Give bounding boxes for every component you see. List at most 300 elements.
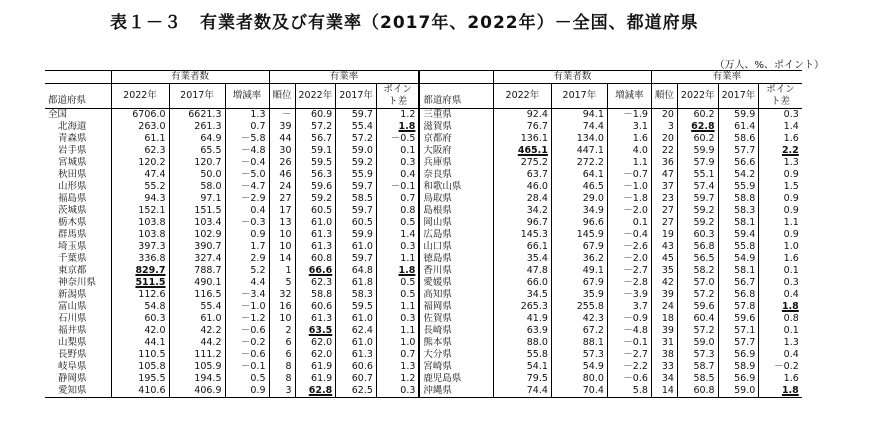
w17-value: 151.5: [194, 205, 222, 216]
right-name-cell: [419, 121, 493, 133]
left-w22-cell: [111, 133, 169, 145]
name-value: 奈良県: [423, 169, 452, 180]
r17-value: 59.5: [351, 301, 373, 312]
w22-value: 44.1: [144, 337, 166, 348]
left-rank-cell: [269, 193, 295, 205]
rank-value: 6: [285, 349, 292, 360]
left-w17-cell: [169, 337, 225, 349]
left-pt-cell: [376, 145, 419, 157]
left-r17-cell: [336, 193, 377, 205]
right-name-cell: [419, 313, 493, 325]
left-r22-cell: [295, 349, 336, 361]
left-pt-cell: [376, 157, 419, 169]
right-rank-cell: [651, 385, 677, 398]
left-pt-cell: [376, 373, 419, 385]
right-r17-cell: [718, 325, 759, 337]
name-value: 青森県: [58, 133, 87, 144]
name-value: 神奈川県: [58, 277, 97, 288]
right-pt-cell: [759, 193, 802, 205]
name-value: 富山県: [58, 301, 87, 312]
right-chg-cell: [607, 373, 651, 385]
left-r22-cell: [295, 133, 336, 145]
right-pt-cell: [759, 265, 802, 277]
right-w22-cell: [493, 385, 551, 398]
w22-value: 34.5: [526, 289, 548, 300]
w22-value: 47.8: [526, 265, 548, 276]
right-rank-cell: [651, 289, 677, 301]
right-pt-cell: [759, 313, 802, 325]
name-value: 愛媛県: [423, 277, 452, 288]
left-w17-cell: [169, 205, 225, 217]
table-row: [45, 205, 802, 217]
w22-value: 94.3: [144, 193, 166, 204]
right-r17-cell: [718, 169, 759, 181]
pt-value: 0.3: [400, 385, 416, 396]
right-pt-cell: [759, 145, 802, 157]
right-chg-cell: [607, 181, 651, 193]
name-value: 全国: [48, 109, 68, 120]
name-value: 熊本県: [423, 337, 452, 348]
right-name-cell: [419, 385, 493, 398]
r22-value: 61.0: [311, 217, 333, 228]
r17-value: 61.4: [734, 121, 756, 132]
left-chg-cell: [225, 181, 269, 193]
chg-value: －0.7: [623, 169, 648, 180]
left-rank-cell: [269, 349, 295, 361]
right-r17-cell: [718, 313, 759, 325]
chg-value: －1.2: [240, 313, 266, 324]
left-name-cell: [45, 169, 111, 181]
header-r2022-right: 2022年: [677, 84, 718, 109]
name-value: 山口県: [423, 241, 452, 252]
right-pt-cell: [759, 169, 802, 181]
r17-value: 59.4: [734, 229, 756, 240]
name-value: 香川県: [423, 265, 452, 276]
name-value: 兵庫県: [423, 157, 452, 168]
right-w17-cell: [551, 145, 607, 157]
chg-value: －0.4: [623, 229, 648, 240]
right-w22-cell: [493, 253, 551, 265]
right-pt-cell: [759, 325, 802, 337]
chg-value: －2.7: [623, 349, 648, 360]
right-r17-cell: [718, 145, 759, 157]
left-pt-cell: [376, 217, 419, 229]
left-w17-cell: [169, 121, 225, 133]
w22-value: 76.7: [526, 121, 548, 132]
right-rank-cell: [651, 193, 677, 205]
left-rank-cell: [269, 373, 295, 385]
right-r22-cell: [677, 385, 718, 398]
left-w22-cell: [111, 325, 169, 337]
left-rank-cell: [269, 385, 295, 398]
right-rank-cell: [651, 205, 677, 217]
r22-value: 59.2: [693, 205, 715, 216]
pt-value: 1.6: [783, 133, 799, 144]
right-r17-cell: [718, 361, 759, 373]
left-r22-cell: [295, 301, 336, 313]
right-chg-cell: [607, 193, 651, 205]
r22-value: 60.4: [693, 313, 715, 324]
header-w2017-right: 2017年: [551, 84, 607, 109]
r22-value: 58.7: [693, 361, 715, 372]
left-r17-cell: [336, 169, 377, 181]
pt-value: 1.1: [400, 253, 416, 264]
right-rank-cell: [651, 301, 677, 313]
name-value: 秋田県: [58, 169, 87, 180]
r17-value: 59.7: [351, 181, 373, 192]
pt-value: 0.5: [400, 277, 416, 288]
right-chg-cell: [607, 337, 651, 349]
r22-value: 58.8: [311, 289, 333, 300]
left-w17-cell: [169, 193, 225, 205]
left-name-cell: [45, 265, 111, 277]
right-w17-cell: [551, 253, 607, 265]
left-r17-cell: [336, 349, 377, 361]
left-r17-cell: [336, 181, 377, 193]
right-r17-cell: [718, 157, 759, 169]
right-pt-cell: [759, 361, 802, 373]
left-chg-cell: [225, 253, 269, 265]
right-r17-cell: [718, 121, 759, 133]
pt-value: 1.5: [783, 181, 799, 192]
left-r22-cell: [295, 169, 336, 181]
r22-value: 61.3: [311, 313, 333, 324]
right-name-cell: [419, 169, 493, 181]
pt-value: 1.3: [783, 337, 799, 348]
left-chg-cell: [225, 217, 269, 229]
r22-value: 57.2: [311, 121, 333, 132]
w17-value: 145.9: [576, 229, 604, 240]
rank-value: 10: [279, 313, 292, 324]
pt-value: 0.9: [783, 205, 799, 216]
header-change-right: 増減率: [607, 84, 651, 109]
left-name-cell: [45, 193, 111, 205]
table-row: [45, 265, 802, 277]
left-r22-cell: [295, 253, 336, 265]
w17-value: 447.1: [576, 145, 604, 156]
right-chg-cell: [607, 109, 651, 122]
chg-value: －2.9: [240, 193, 266, 204]
pt-value: 0.3: [783, 277, 799, 288]
right-w22-cell: [493, 277, 551, 289]
left-r17-cell: [336, 229, 377, 241]
header-w2022-left: 2022年: [111, 84, 169, 109]
right-rank-cell: [651, 169, 677, 181]
right-chg-cell: [607, 361, 651, 373]
pt-value: 1.6: [783, 253, 799, 264]
name-value: 長野県: [58, 349, 87, 360]
left-r22-cell: [295, 121, 336, 133]
r17-value: 59.7: [351, 109, 373, 120]
left-r22-cell: [295, 217, 336, 229]
left-w17-cell: [169, 373, 225, 385]
chg-value: －3.4: [240, 289, 266, 300]
w17-value: 490.1: [194, 277, 222, 288]
w22-value: 6706.0: [132, 109, 166, 120]
table-row: [45, 193, 802, 205]
left-name-cell: [45, 325, 111, 337]
table-row: [45, 169, 802, 181]
right-pt-cell: [759, 205, 802, 217]
left-rank-cell: [269, 265, 295, 277]
left-w22-cell: [111, 313, 169, 325]
right-w17-cell: [551, 133, 607, 145]
pt-value: 1.1: [783, 217, 799, 228]
r17-value: 61.0: [351, 313, 373, 324]
rank-value: 31: [661, 337, 674, 348]
w22-value: 136.1: [520, 133, 548, 144]
left-name-cell: [45, 361, 111, 373]
left-r22-cell: [295, 181, 336, 193]
r22-value: 61.3: [311, 229, 333, 240]
w17-value: 67.9: [582, 277, 604, 288]
left-w22-cell: [111, 205, 169, 217]
chg-value: 5.8: [632, 385, 648, 396]
right-w22-cell: [493, 373, 551, 385]
right-w17-cell: [551, 121, 607, 133]
name-value: 三重県: [423, 109, 452, 120]
w17-value: 36.2: [582, 253, 604, 264]
right-w22-cell: [493, 241, 551, 253]
r22-value: 62.3: [311, 277, 333, 288]
right-r22-cell: [677, 217, 718, 229]
r22-value: 57.3: [693, 349, 715, 360]
right-r22-cell: [677, 157, 718, 169]
chg-value: 4.0: [632, 145, 648, 156]
left-r17-cell: [336, 373, 377, 385]
w22-value: 28.4: [526, 193, 548, 204]
rank-value: 27: [661, 217, 674, 228]
r17-value: 59.9: [734, 109, 756, 120]
chg-value: －2.0: [623, 253, 648, 264]
right-rank-cell: [651, 157, 677, 169]
rank-value: 44: [279, 133, 292, 144]
r22-value: 61.9: [311, 373, 333, 384]
left-w22-cell: [111, 289, 169, 301]
pt-value: 1.8: [398, 121, 416, 132]
pt-value: 0.5: [400, 289, 416, 300]
w17-value: 57.3: [582, 349, 604, 360]
left-chg-cell: [225, 373, 269, 385]
header-workers-right: 有業者数: [493, 71, 651, 84]
left-r22-cell: [295, 373, 336, 385]
r22-value: 57.9: [693, 157, 715, 168]
right-w22-cell: [493, 205, 551, 217]
r17-value: 60.6: [351, 361, 373, 372]
chg-value: 0.5: [250, 373, 266, 384]
right-chg-cell: [607, 229, 651, 241]
rank-value: 34: [661, 373, 674, 384]
left-w22-cell: [111, 373, 169, 385]
chg-value: 0.9: [250, 385, 266, 396]
r17-value: 57.7: [734, 145, 756, 156]
right-rank-cell: [651, 121, 677, 133]
rank-value: 3: [285, 385, 292, 396]
right-rank-cell: [651, 241, 677, 253]
chg-value: －2.8: [623, 277, 648, 288]
left-w22-cell: [111, 145, 169, 157]
pt-value: 1.6: [783, 373, 799, 384]
chg-value: －4.7: [240, 181, 266, 192]
rank-value: 8: [285, 361, 292, 372]
left-r17-cell: [336, 301, 377, 313]
w17-value: 67.2: [582, 325, 604, 336]
left-w22-cell: [111, 361, 169, 373]
w17-value: 261.3: [194, 121, 222, 132]
w17-value: 42.2: [200, 325, 222, 336]
right-chg-cell: [607, 301, 651, 313]
w22-value: 66.1: [526, 241, 548, 252]
left-r17-cell: [336, 133, 377, 145]
header-pt-left: ポイント差: [376, 84, 419, 109]
rank-value: 13: [279, 217, 292, 228]
left-w22-cell: [111, 241, 169, 253]
pt-value: －0.5: [390, 133, 416, 144]
chg-value: －0.4: [240, 157, 266, 168]
rank-value: 39: [279, 121, 292, 132]
r17-value: 57.1: [734, 325, 756, 336]
left-w22-cell: [111, 277, 169, 289]
w17-value: 34.9: [582, 205, 604, 216]
right-r22-cell: [677, 109, 718, 122]
r17-value: 62.5: [351, 385, 373, 396]
right-rank-cell: [651, 325, 677, 337]
chg-value: －4.8: [240, 145, 266, 156]
w22-value: 105.8: [138, 361, 166, 372]
right-rank-cell: [651, 277, 677, 289]
right-rank-cell: [651, 265, 677, 277]
left-w22-cell: [111, 349, 169, 361]
right-chg-cell: [607, 145, 651, 157]
right-w22-cell: [493, 265, 551, 277]
w22-value: 96.7: [526, 217, 548, 228]
table-row: [45, 289, 802, 301]
name-value: 滋賀県: [423, 121, 452, 132]
header-pref-left: 都道府県: [45, 84, 111, 109]
left-pt-cell: [376, 325, 419, 337]
pt-value: 1.4: [783, 121, 799, 132]
rank-value: 37: [661, 181, 674, 192]
right-r22-cell: [677, 373, 718, 385]
r17-value: 60.7: [351, 373, 373, 384]
r22-value: 59.6: [693, 301, 715, 312]
right-rank-cell: [651, 145, 677, 157]
left-r22-cell: [295, 265, 336, 277]
right-r22-cell: [677, 289, 718, 301]
left-rank-cell: [269, 313, 295, 325]
header-r2017-left: 2017年: [336, 84, 377, 109]
r22-value: 56.8: [693, 241, 715, 252]
name-value: 岐阜県: [58, 361, 87, 372]
w22-value: 120.2: [138, 157, 166, 168]
r17-value: 59.0: [351, 145, 373, 156]
w22-value: 35.4: [526, 253, 548, 264]
name-value: 福島県: [58, 193, 87, 204]
right-w22-cell: [493, 325, 551, 337]
name-value: 高知県: [423, 289, 452, 300]
left-r22-cell: [295, 313, 336, 325]
rank-value: 24: [279, 181, 292, 192]
left-w17-cell: [169, 169, 225, 181]
rank-value: 45: [661, 253, 674, 264]
left-r17-cell: [336, 121, 377, 133]
left-pt-cell: [376, 169, 419, 181]
right-w22-cell: [493, 121, 551, 133]
w22-value: 88.0: [526, 337, 548, 348]
right-r17-cell: [718, 253, 759, 265]
right-r17-cell: [718, 181, 759, 193]
r22-value: 61.9: [311, 361, 333, 372]
left-w22-cell: [111, 181, 169, 193]
left-pt-cell: [376, 229, 419, 241]
w17-value: 67.9: [582, 241, 604, 252]
right-w22-cell: [493, 169, 551, 181]
r17-value: 54.9: [734, 253, 756, 264]
table-row: [45, 301, 802, 313]
r22-value: 57.4: [693, 181, 715, 192]
w22-value: 62.3: [144, 145, 166, 156]
right-r17-cell: [718, 277, 759, 289]
right-r17-cell: [718, 241, 759, 253]
w17-value: 134.0: [576, 133, 604, 144]
pt-value: 0.9: [783, 229, 799, 240]
name-value: 島根県: [423, 205, 452, 216]
right-pt-cell: [759, 253, 802, 265]
right-w17-cell: [551, 361, 607, 373]
w22-value: 145.3: [520, 229, 548, 240]
left-r22-cell: [295, 145, 336, 157]
left-w22-cell: [111, 217, 169, 229]
left-r22-cell: [295, 109, 336, 122]
name-value: 愛知県: [58, 385, 87, 396]
left-name-cell: [45, 133, 111, 145]
right-r17-cell: [718, 133, 759, 145]
right-w22-cell: [493, 157, 551, 169]
header-r2022-left: 2022年: [295, 84, 336, 109]
pt-value: 1.0: [400, 337, 416, 348]
right-rank-cell: [651, 337, 677, 349]
rank-value: 8: [285, 373, 292, 384]
left-chg-cell: [225, 205, 269, 217]
right-w22-cell: [493, 217, 551, 229]
left-r22-cell: [295, 157, 336, 169]
left-w17-cell: [169, 289, 225, 301]
r22-value: 59.2: [693, 217, 715, 228]
w22-value: 263.0: [138, 121, 166, 132]
r17-value: 54.2: [734, 169, 756, 180]
chg-value: －1.0: [240, 301, 266, 312]
right-name-cell: [419, 181, 493, 193]
chg-value: －2.2: [623, 361, 648, 372]
left-name-cell: [45, 205, 111, 217]
right-chg-cell: [607, 169, 651, 181]
name-value: 大分県: [423, 349, 452, 360]
left-name-cell: [45, 157, 111, 169]
right-r17-cell: [718, 205, 759, 217]
right-pt-cell: [759, 133, 802, 145]
name-value: 埼玉県: [58, 241, 87, 252]
right-rank-cell: [651, 133, 677, 145]
chg-value: －1.8: [623, 193, 648, 204]
right-name-cell: [419, 229, 493, 241]
left-chg-cell: [225, 145, 269, 157]
r17-value: 55.9: [351, 169, 373, 180]
w22-value: 54.1: [526, 361, 548, 372]
left-rank-cell: [269, 361, 295, 373]
right-r22-cell: [677, 205, 718, 217]
right-r17-cell: [718, 301, 759, 313]
right-r17-cell: [718, 109, 759, 122]
